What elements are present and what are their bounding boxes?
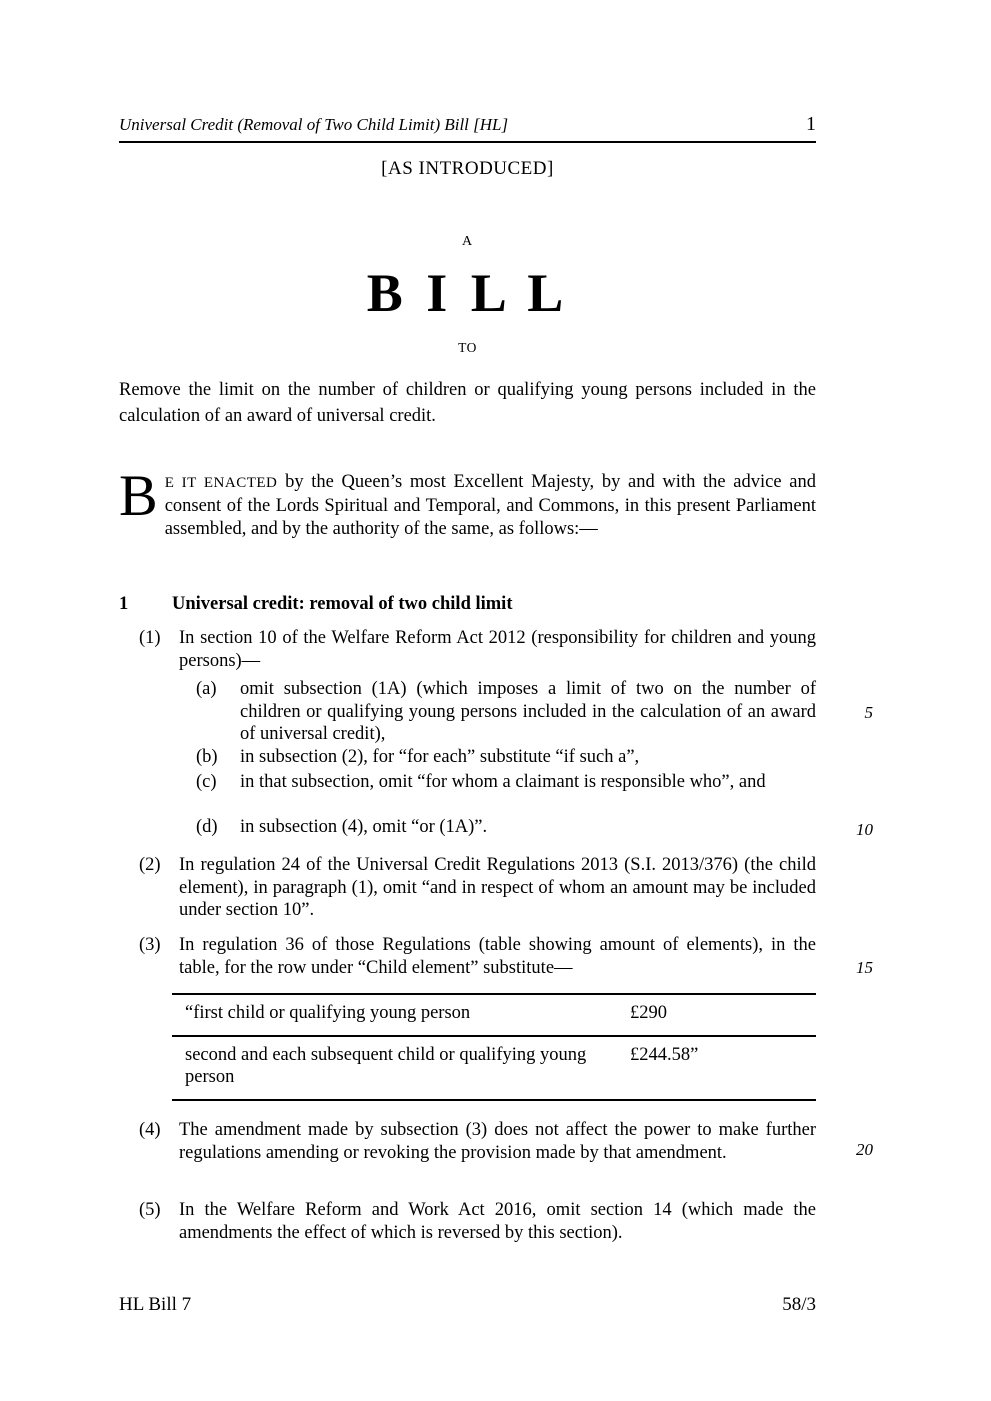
subsection-1: [119, 627, 816, 672]
paragraph-b: [119, 746, 816, 769]
table-cell-amount: £244.58”: [630, 1044, 699, 1065]
subsection-3: [119, 934, 816, 979]
footer-session-number: 58/3: [782, 1294, 816, 1315]
subsection-text: In regulation 36 of those Regulations (table showing amount of elements), in the table, for the row under “Child element” substitute—: [179, 935, 816, 978]
subsection-number: (4): [139, 1120, 161, 1140]
subsection-text: In the Welfare Reform and Work Act 2016, omit section 14 (which made the amendments the effect of which is reversed by this section).: [179, 1200, 816, 1243]
masthead-article: A: [461, 234, 474, 249]
subsection-2: [119, 854, 816, 922]
table-cell-amount: £290: [630, 1003, 667, 1023]
paragraph-number: (d): [196, 817, 218, 837]
subsection-number: (2): [139, 855, 161, 875]
status-line: [AS INTRODUCED]: [381, 158, 554, 179]
paragraph-c: [119, 771, 816, 794]
paragraph-text: omit subsection (1A) (which imposes a limit of two on the number of children or qualifying young persons included in the calculation of an award of universal credit),: [240, 679, 816, 744]
substitution-table: [172, 993, 816, 1101]
paragraph-number: (c): [196, 772, 217, 792]
enacting-text: by the Queen’s most Excellent Majesty, by and with the advice and consent of the Lords Spiritual and Temporal, and Commons, in this present Parliament assembled, and by the authority of the same, as follows:—: [164, 472, 816, 539]
paragraph-d: [119, 816, 816, 839]
line-number-15: 15: [856, 958, 873, 977]
long-title: Remove the limit on the number of children or qualifying young persons included in the calculation of an award of universal credit.: [119, 380, 816, 426]
paragraph-text: in subsection (4), omit “or (1A)”.: [240, 817, 488, 837]
masthead-bill-title: B I L L: [366, 263, 569, 323]
clause-title: Universal credit: removal of two child limit: [172, 594, 513, 614]
subsection-number: (1): [139, 628, 161, 648]
line-number-5: 5: [864, 703, 873, 722]
table-row: [172, 1037, 816, 1101]
subsection-number: (3): [139, 935, 161, 955]
enacting-formula: [119, 463, 816, 541]
subsection-5: [119, 1199, 816, 1244]
subsection-4: [119, 1119, 816, 1164]
line-number-10: 10: [856, 820, 873, 839]
masthead-to: TO: [458, 340, 477, 355]
paragraph-text: in subsection (2), for “for each” substitute “if such a”,: [240, 747, 640, 767]
document-title-header: Universal Credit (Removal of Two Child Limit) Bill [HL]: [119, 115, 509, 134]
clause-heading: [119, 593, 816, 616]
paragraph-text: in that subsection, omit “for whom a claimant is responsible who”, and: [240, 772, 766, 792]
subsection-number: (5): [139, 1200, 161, 1220]
clause-number: 1: [119, 594, 129, 614]
subsection-text: In section 10 of the Welfare Reform Act 2012 (responsibility for children and young persons)—: [179, 628, 816, 671]
subsection-text: The amendment made by subsection (3) does not affect the power to make further regulations amending or revoking the provision made by that amendment.: [179, 1120, 816, 1163]
dropcap-initial: B: [119, 463, 158, 528]
line-number-20: 20: [856, 1140, 873, 1159]
paragraph-number: (b): [196, 747, 218, 767]
doc-footer: [119, 1294, 816, 1317]
running-header: [119, 113, 816, 143]
table-cell-description: “first child or qualifying young person: [185, 1003, 471, 1023]
page-number: 1: [806, 113, 816, 135]
enacting-smallcaps: E IT ENACTED: [164, 475, 278, 491]
table-cell-description: second and each subsequent child or qualifying young person: [185, 1044, 587, 1087]
paragraph-number: (a): [196, 679, 217, 699]
subsection-text: In regulation 24 of the Universal Credit Regulations 2013 (S.I. 2013/376) (the child element), in paragraph (1), omit “and in respect of whom an amount may be included under section 10”.: [179, 855, 816, 920]
table-row: [172, 995, 816, 1037]
paragraph-a: [119, 678, 816, 746]
footer-bill-number: HL Bill 7: [119, 1294, 192, 1315]
